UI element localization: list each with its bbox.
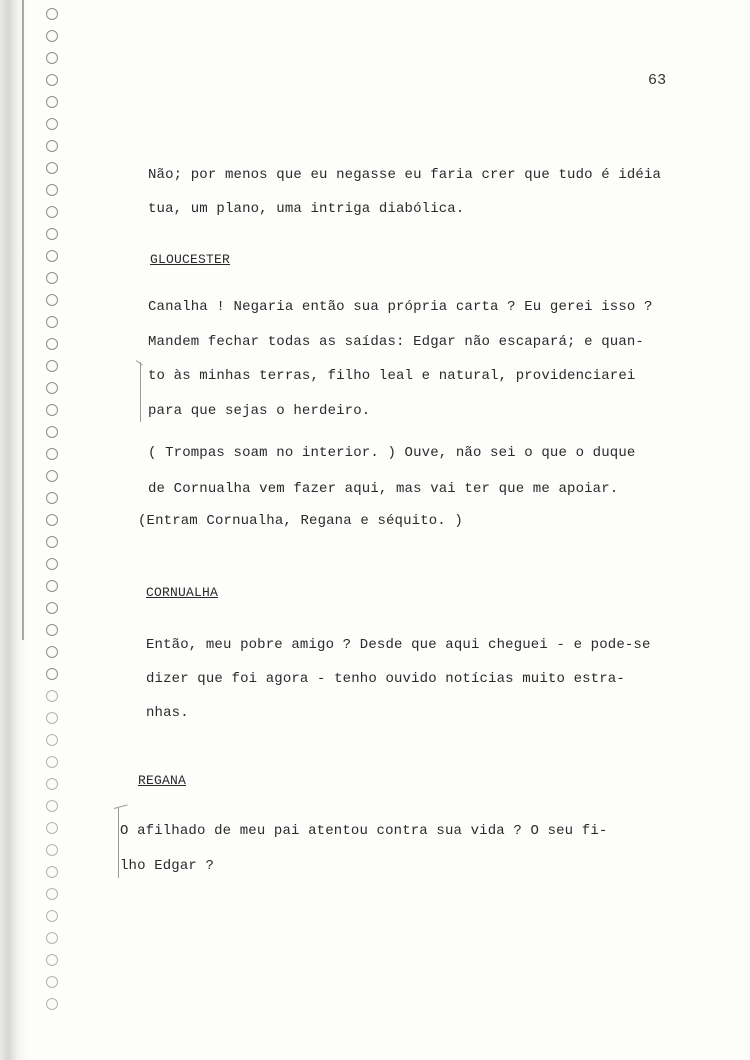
binding-line bbox=[22, 0, 24, 640]
pencil-mark bbox=[114, 804, 128, 809]
punch-hole bbox=[46, 470, 58, 482]
punch-hole bbox=[46, 118, 58, 130]
text-line: tua, um plano, uma intriga diabólica. bbox=[148, 201, 465, 217]
text-line: lho Edgar ? bbox=[120, 858, 215, 874]
punch-hole bbox=[46, 162, 58, 174]
punch-hole bbox=[46, 668, 58, 680]
punch-hole bbox=[46, 712, 58, 724]
punch-hole bbox=[46, 734, 58, 746]
punch-hole bbox=[46, 800, 58, 812]
stage-direction: ( Trompas soam no interior. ) Ouve, não sei o que o duque bbox=[148, 445, 636, 461]
punch-hole bbox=[46, 206, 58, 218]
punch-hole bbox=[46, 646, 58, 658]
punch-hole bbox=[46, 624, 58, 636]
punch-hole bbox=[46, 96, 58, 108]
punch-hole bbox=[46, 778, 58, 790]
punch-hole bbox=[46, 338, 58, 350]
punch-hole bbox=[46, 382, 58, 394]
punch-hole bbox=[46, 426, 58, 438]
punch-hole bbox=[46, 998, 58, 1010]
punch-hole bbox=[46, 888, 58, 900]
punch-hole bbox=[46, 602, 58, 614]
punch-hole bbox=[46, 448, 58, 460]
punch-hole bbox=[46, 690, 58, 702]
punch-hole bbox=[46, 74, 58, 86]
punch-hole bbox=[46, 52, 58, 64]
punch-hole bbox=[46, 272, 58, 284]
punch-hole bbox=[46, 140, 58, 152]
punch-hole bbox=[46, 316, 58, 328]
punch-hole bbox=[46, 30, 58, 42]
punch-hole bbox=[46, 932, 58, 944]
punch-hole bbox=[46, 404, 58, 416]
punch-hole bbox=[46, 294, 58, 306]
page-number: 63 bbox=[648, 72, 667, 89]
speaker-cornualha: CORNUALHA bbox=[146, 585, 219, 600]
punch-hole bbox=[46, 250, 58, 262]
punch-hole bbox=[46, 492, 58, 504]
punch-hole bbox=[46, 976, 58, 988]
text-line: dizer que foi agora - tenho ouvido notícias muito estra- bbox=[146, 671, 625, 687]
text-line: Mandem fechar todas as saídas: Edgar não escapará; e quan- bbox=[148, 334, 644, 350]
text-line: Então, meu pobre amigo ? Desde que aqui cheguei - e pode-se bbox=[146, 637, 651, 653]
punch-hole bbox=[46, 954, 58, 966]
punch-hole bbox=[46, 514, 58, 526]
punch-hole bbox=[46, 8, 58, 20]
text-line: O afilhado de meu pai atentou contra sua vida ? O seu fi- bbox=[120, 823, 608, 839]
punch-hole bbox=[46, 536, 58, 548]
text-line: to às minhas terras, filho leal e natural, providenciarei bbox=[148, 368, 636, 384]
pencil-mark bbox=[140, 362, 141, 422]
punch-hole bbox=[46, 228, 58, 240]
punch-hole bbox=[46, 184, 58, 196]
punch-hole bbox=[46, 910, 58, 922]
punch-hole bbox=[46, 360, 58, 372]
text-line: de Cornualha vem fazer aqui, mas vai ter que me apoiar. bbox=[148, 481, 619, 497]
punch-hole bbox=[46, 866, 58, 878]
punch-hole bbox=[46, 756, 58, 768]
punch-hole bbox=[46, 580, 58, 592]
text-line: nhas. bbox=[146, 705, 189, 721]
text-line: Não; por menos que eu negasse eu faria crer que tudo é idéia bbox=[148, 167, 662, 183]
speaker-gloucester: GLOUCESTER bbox=[150, 252, 231, 267]
speaker-regana: REGANA bbox=[138, 773, 187, 788]
stage-direction: (Entram Cornualha, Regana e séquito. ) bbox=[138, 513, 463, 529]
text-line: Canalha ! Negaria então sua própria carta ? Eu gerei isso ? bbox=[148, 299, 653, 315]
pencil-mark bbox=[118, 808, 119, 878]
punch-hole bbox=[46, 558, 58, 570]
punch-hole bbox=[46, 822, 58, 834]
punch-hole bbox=[46, 844, 58, 856]
text-line: para que sejas o herdeiro. bbox=[148, 403, 371, 419]
